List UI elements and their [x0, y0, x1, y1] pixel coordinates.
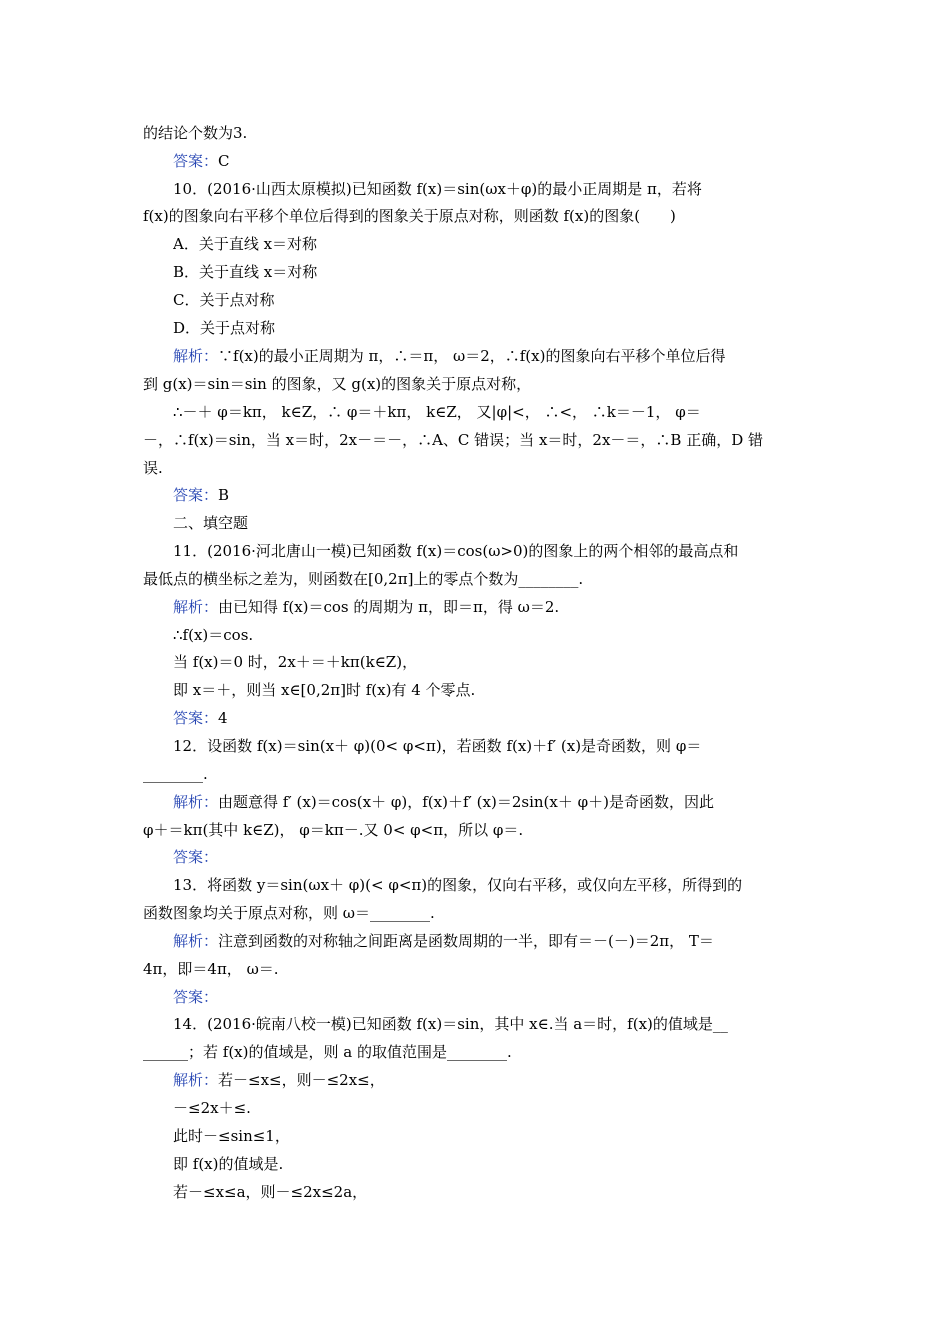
question-10-line: 10．(2016·山西太原模拟)已知函数 f(x)＝sin(ωx＋φ)的最小正周期是 π，若将: [173, 180, 702, 198]
text-line: ______；若 f(x)的值域是，则 a 的取值范围是________.: [143, 1043, 512, 1061]
text-line: －≤2x＋≤.: [173, 1099, 251, 1117]
analysis-label: 解析：: [173, 932, 219, 950]
text-line: 即 x＝＋，则当 x∈[0,2π]时 f(x)有 4 个零点.: [173, 681, 476, 699]
option-a: A．关于直线 x＝对称: [173, 235, 318, 253]
text-line: f(x)的图象向右平移个单位后得到的图象关于原点对称，则函数 f(x)的图象( ): [143, 207, 676, 225]
text-line: ∴－＋ φ＝kπ， k∈Z，∴ φ＝＋kπ， k∈Z， 又|φ|<， ∴<， ∴k＝－1， φ＝: [173, 403, 701, 421]
answer-label: 答案：: [173, 988, 219, 1006]
text-line: 当 f(x)＝0 时，2x＋＝＋kπ(k∈Z)，: [173, 653, 418, 671]
analysis-line: 解析：注意到函数的对称轴之间距离是函数周期的一半，即有＝－(－)＝2π， T＝: [173, 932, 714, 950]
text-line: 误.: [143, 459, 163, 477]
option-b: B．关于直线 x＝对称: [173, 263, 318, 281]
answer-line: 答案：4: [173, 709, 228, 727]
analysis-line: 解析：∵f(x)的最小正周期为 π，∴＝π， ω＝2，∴f(x)的图象向右平移个单位后得: [173, 347, 726, 365]
text-line: 到 g(x)＝sin＝sin 的图象，又 g(x)的图象关于原点对称，: [143, 375, 532, 393]
text-line: 即 f(x)的值域是.: [173, 1155, 284, 1173]
analysis-line: 解析：由题意得 f′ (x)＝cos(x＋ φ)，f(x)＋f′ (x)＝2sin(x＋ φ＋)是奇函数，因此: [173, 793, 714, 811]
answer-line: [173, 847, 811, 867]
answer-line: 答案：C: [173, 152, 230, 170]
answer-label: 答案：: [173, 848, 219, 866]
text-line: 4π，即＝4π， ω＝.: [143, 960, 279, 978]
analysis-line: 解析：由已知得 f(x)＝cos 的周期为 π，即＝π，得 ω＝2.: [173, 598, 560, 616]
answer-line: [173, 987, 811, 1007]
analysis-label: 解析：: [173, 347, 219, 365]
text-line: φ＋＝kπ(其中 k∈Z)， φ＝kπ－.又 0< φ<π，所以 φ＝.: [143, 821, 524, 839]
text-line: ________.: [143, 765, 208, 783]
analysis-label: 解析：: [173, 793, 219, 811]
analysis-label: 解析：: [173, 598, 219, 616]
text-line: －，∴f(x)＝sin，当 x＝时，2x－＝－，∴A、C 错误；当 x＝时，2x－＝，∴B 正确，D 错: [143, 431, 763, 449]
text-line: 函数图象均关于原点对称，则 ω＝________.: [143, 904, 435, 922]
answer-label: 答案：: [173, 709, 219, 727]
option-c: C．关于点对称: [173, 291, 275, 309]
question-12-line: 12．设函数 f(x)＝sin(x＋ φ)(0< φ<π)，若函数 f(x)＋f′ (x)是奇函数，则 φ＝: [173, 737, 702, 755]
text-line: 的结论个数为3.: [143, 124, 248, 142]
question-11-line: 11．(2016·河北唐山一模)已知函数 f(x)＝cos(ω>0)的图象上的两个相邻的最高点和: [173, 542, 739, 560]
answer-line: 答案：B: [173, 486, 230, 504]
question-13-line: 13．将函数 y＝sin(ωx＋ φ)(< φ<π)的图象，仅向右平移，或仅向左平移，所得到的: [173, 876, 743, 894]
analysis-label: 解析：: [173, 1071, 219, 1089]
text-line: 若－≤x≤a，则－≤2x≤2a，: [173, 1183, 368, 1201]
answer-label: 答案：: [173, 486, 219, 504]
answer-label: 答案：: [173, 152, 219, 170]
analysis-line: 解析：若－≤x≤，则－≤2x≤，: [173, 1071, 385, 1089]
text-line: 此时－≤sin≤1，: [173, 1127, 290, 1145]
text-line: ∴f(x)＝cos.: [173, 626, 254, 644]
text-line: 最低点的横坐标之差为，则函数在[0,2π]上的零点个数为________.: [143, 570, 584, 588]
section-heading: 二、填空题: [173, 514, 249, 532]
option-d: D．关于点对称: [173, 319, 276, 337]
question-14-line: 14．(2016·皖南八校一模)已知函数 f(x)＝sin，其中 x∈.当 a＝时，f(x)的值域是__: [173, 1015, 728, 1033]
